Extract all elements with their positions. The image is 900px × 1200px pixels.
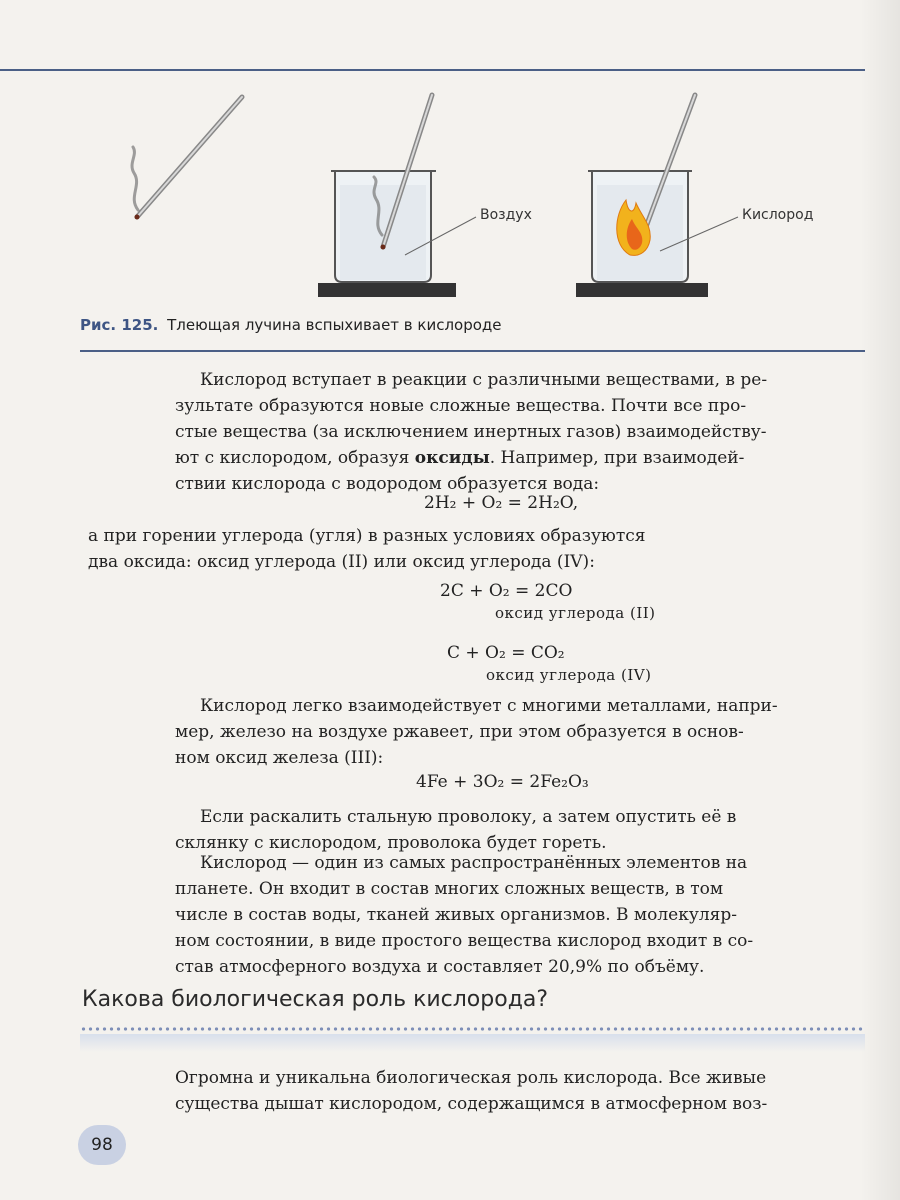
caption-text: Тлеющая лучина вспыхивает в кислороде xyxy=(167,316,502,334)
equation-iron-oxide: 4Fe + 3O₂ = 2Fe₂O₃ xyxy=(416,772,589,792)
paragraph-line: существа дышат кислородом, содержащимся в атмосферном воз- xyxy=(175,1094,768,1114)
section-heading: Какова биологическая роль кислорода? xyxy=(82,987,549,1012)
paragraph-line: числе в состав воды, тканей живых организмов. В молекуляр- xyxy=(175,905,738,925)
paragraph-line: Огромна и уникальна биологическая роль кислорода. Все живые xyxy=(175,1068,767,1088)
smoldering-splint xyxy=(132,97,242,220)
paragraph-line: стые вещества (за исключением инертных газов) взаимодейству- xyxy=(175,422,767,442)
paragraph-line: Кислород — один из самых распространённых элементов на xyxy=(200,853,748,873)
paragraph-4 xyxy=(175,804,865,856)
equation-co-note: оксид углерода (II) xyxy=(495,604,656,622)
paragraph-6 xyxy=(175,1065,865,1117)
figure-caption xyxy=(80,316,502,334)
term-oxides: оксиды xyxy=(414,448,490,468)
figure-125 xyxy=(0,85,900,305)
equation-water: 2H₂ + O₂ = 2H₂O, xyxy=(424,493,579,513)
paragraph-line: Если раскалить стальную проволоку, а затем опустить её в xyxy=(200,807,737,827)
paragraph-line: а при горении углерода (угля) в разных условиях образуются xyxy=(88,526,646,546)
paragraph-line: два оксида: оксид углерода (II) или оксид углерода (IV): xyxy=(88,552,595,572)
heading-dotted-rule xyxy=(80,1026,865,1032)
paragraph-1 xyxy=(175,367,865,497)
paragraph-3 xyxy=(175,693,865,771)
paragraph-line: Кислород вступает в реакции с различными веществами, в ре- xyxy=(200,370,768,390)
paragraph-line: Кислород легко взаимодействует с многими металлами, напри- xyxy=(200,696,778,716)
experiment-illustration xyxy=(0,85,900,305)
paragraph-line: мер, железо на воздухе ржавеет, при этом образуется в основ- xyxy=(175,722,744,742)
equation-co2: C + O₂ = CO₂ xyxy=(447,643,565,663)
paragraph-5 xyxy=(175,850,865,980)
equation-co2-note: оксид углерода (IV) xyxy=(486,666,652,684)
equation-co: 2C + O₂ = 2CO xyxy=(440,581,573,601)
beaker-oxygen xyxy=(576,95,738,297)
paragraph-line: зультате образуются новые сложные вещества. Почти все про- xyxy=(175,396,747,416)
paragraph-line: ствии кислорода с водородом образуется вода: xyxy=(175,474,600,494)
label-air: Воздух xyxy=(480,207,532,223)
label-oxygen: Кислород xyxy=(742,207,814,223)
paragraph-line: ют с кислородом, образуя оксиды. Например, при взаимодей- xyxy=(175,448,745,468)
beaker-air xyxy=(318,95,476,297)
top-rule xyxy=(0,69,865,71)
paragraph-line: став атмосферного воздуха и составляет 20,9% по объёму. xyxy=(175,957,705,977)
caption-rule xyxy=(80,350,865,352)
heading-band xyxy=(80,1034,865,1052)
paragraph-2 xyxy=(88,523,865,575)
caption-number: Рис. 125. xyxy=(80,316,159,334)
page-number: 98 xyxy=(78,1125,126,1165)
paragraph-line: ном состоянии, в виде простого вещества кислород входит в со- xyxy=(175,931,754,951)
paragraph-line: ном оксид железа (III): xyxy=(175,748,384,768)
paragraph-line: склянку с кислородом, проволока будет гореть. xyxy=(175,833,607,853)
paragraph-line: планете. Он входит в состав многих сложных веществ, в том xyxy=(175,879,724,899)
